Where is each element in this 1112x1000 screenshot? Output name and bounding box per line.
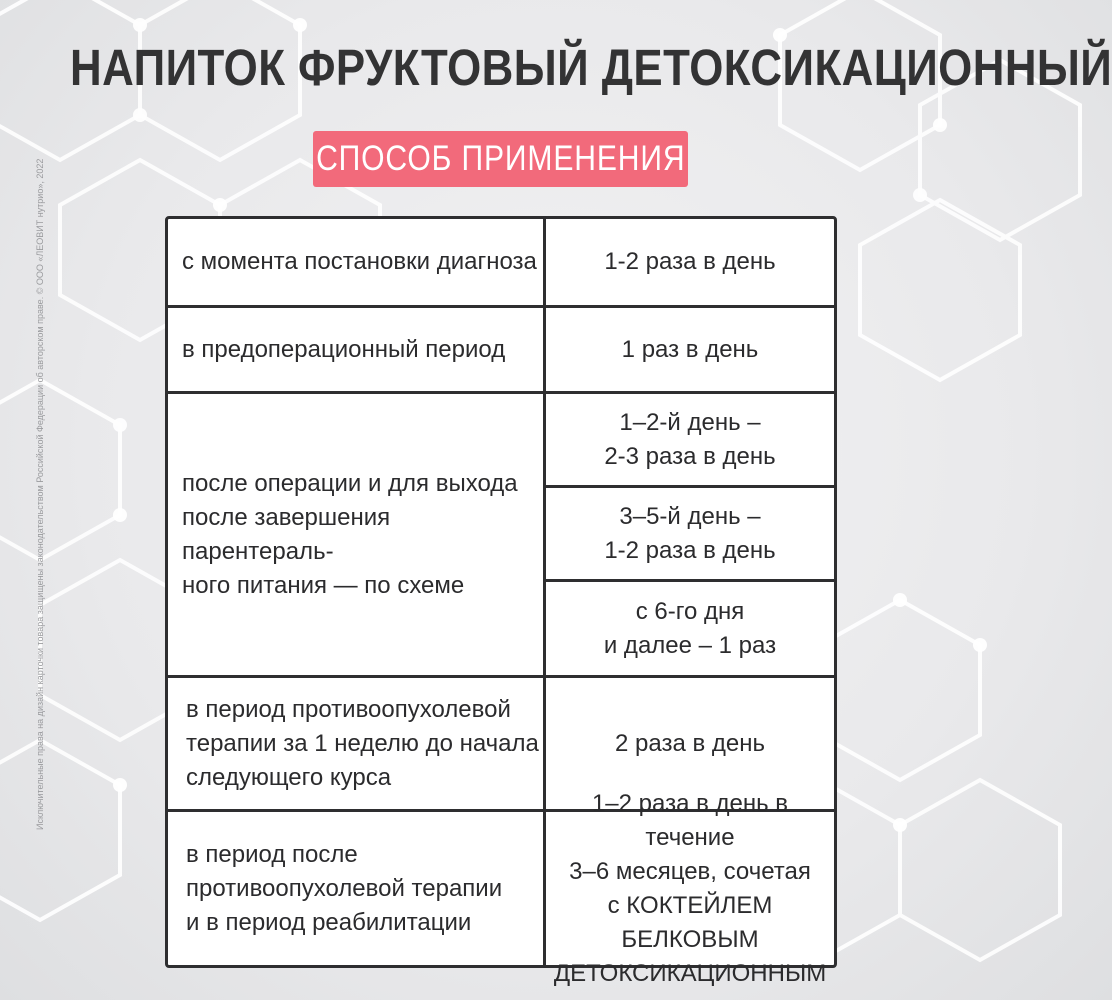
table-row-dosage <box>546 789 834 987</box>
usage-badge-label: СПОСОБ ПРИМЕНЕНИЯ <box>315 139 686 178</box>
dosage-step-text: 3–5-й день – 1-2 раза в день <box>604 502 776 564</box>
table-row-condition <box>168 812 543 965</box>
table-row-dosage <box>546 308 834 391</box>
table-row-dosage <box>546 219 834 305</box>
condition-text: после операции и для выхода после завершения парентераль- ного питания — по схеме <box>182 469 518 599</box>
table-row-condition <box>168 308 543 391</box>
dosage-step-text: с 6-го дня и далее – 1 раз <box>603 597 777 659</box>
table-row-condition <box>168 219 543 305</box>
condition-text: в предоперационный период <box>182 335 506 363</box>
dosage-text: 1-2 раза в день <box>604 248 776 275</box>
usage-table <box>165 216 837 987</box>
dosage-text: 2 раза в день <box>615 729 765 757</box>
dosage-text: 1–2 раза в день в течение 3–6 месяцев, сочетая с КОКТЕЙЛЕМ БЕЛКОВЫМ ДЕТОКСИКАЦИОННЫМ <box>553 789 827 987</box>
dosage-step <box>546 488 834 579</box>
copyright-notice: Исключительные права на дизайн карточки товара защищены законодательством Российской Федерации об авторском праве. © ООО «ЛЕОВИТ нутрио», 2022 <box>35 158 45 830</box>
dosage-step <box>546 394 834 485</box>
dosage-step <box>546 582 834 675</box>
page-title: НАПИТОК ФРУКТОВЫЙ ДЕТОКСИКАЦИОННЫЙ <box>70 39 1112 96</box>
dosage-text: 1 раз в день <box>621 335 759 363</box>
table-row-condition <box>168 678 543 809</box>
condition-text: в период после противоопухолевой терапии и в период реабилитации <box>186 840 503 936</box>
condition-text: с момента постановки диагноза <box>182 248 537 275</box>
usage-badge <box>313 131 688 187</box>
dosage-step-text: 1–2-й день – 2-3 раза в день <box>604 408 776 470</box>
table-row-condition <box>168 394 543 675</box>
condition-text: в период противоопухолевой терапии за 1 неделю до начала следующего курса <box>186 695 539 791</box>
